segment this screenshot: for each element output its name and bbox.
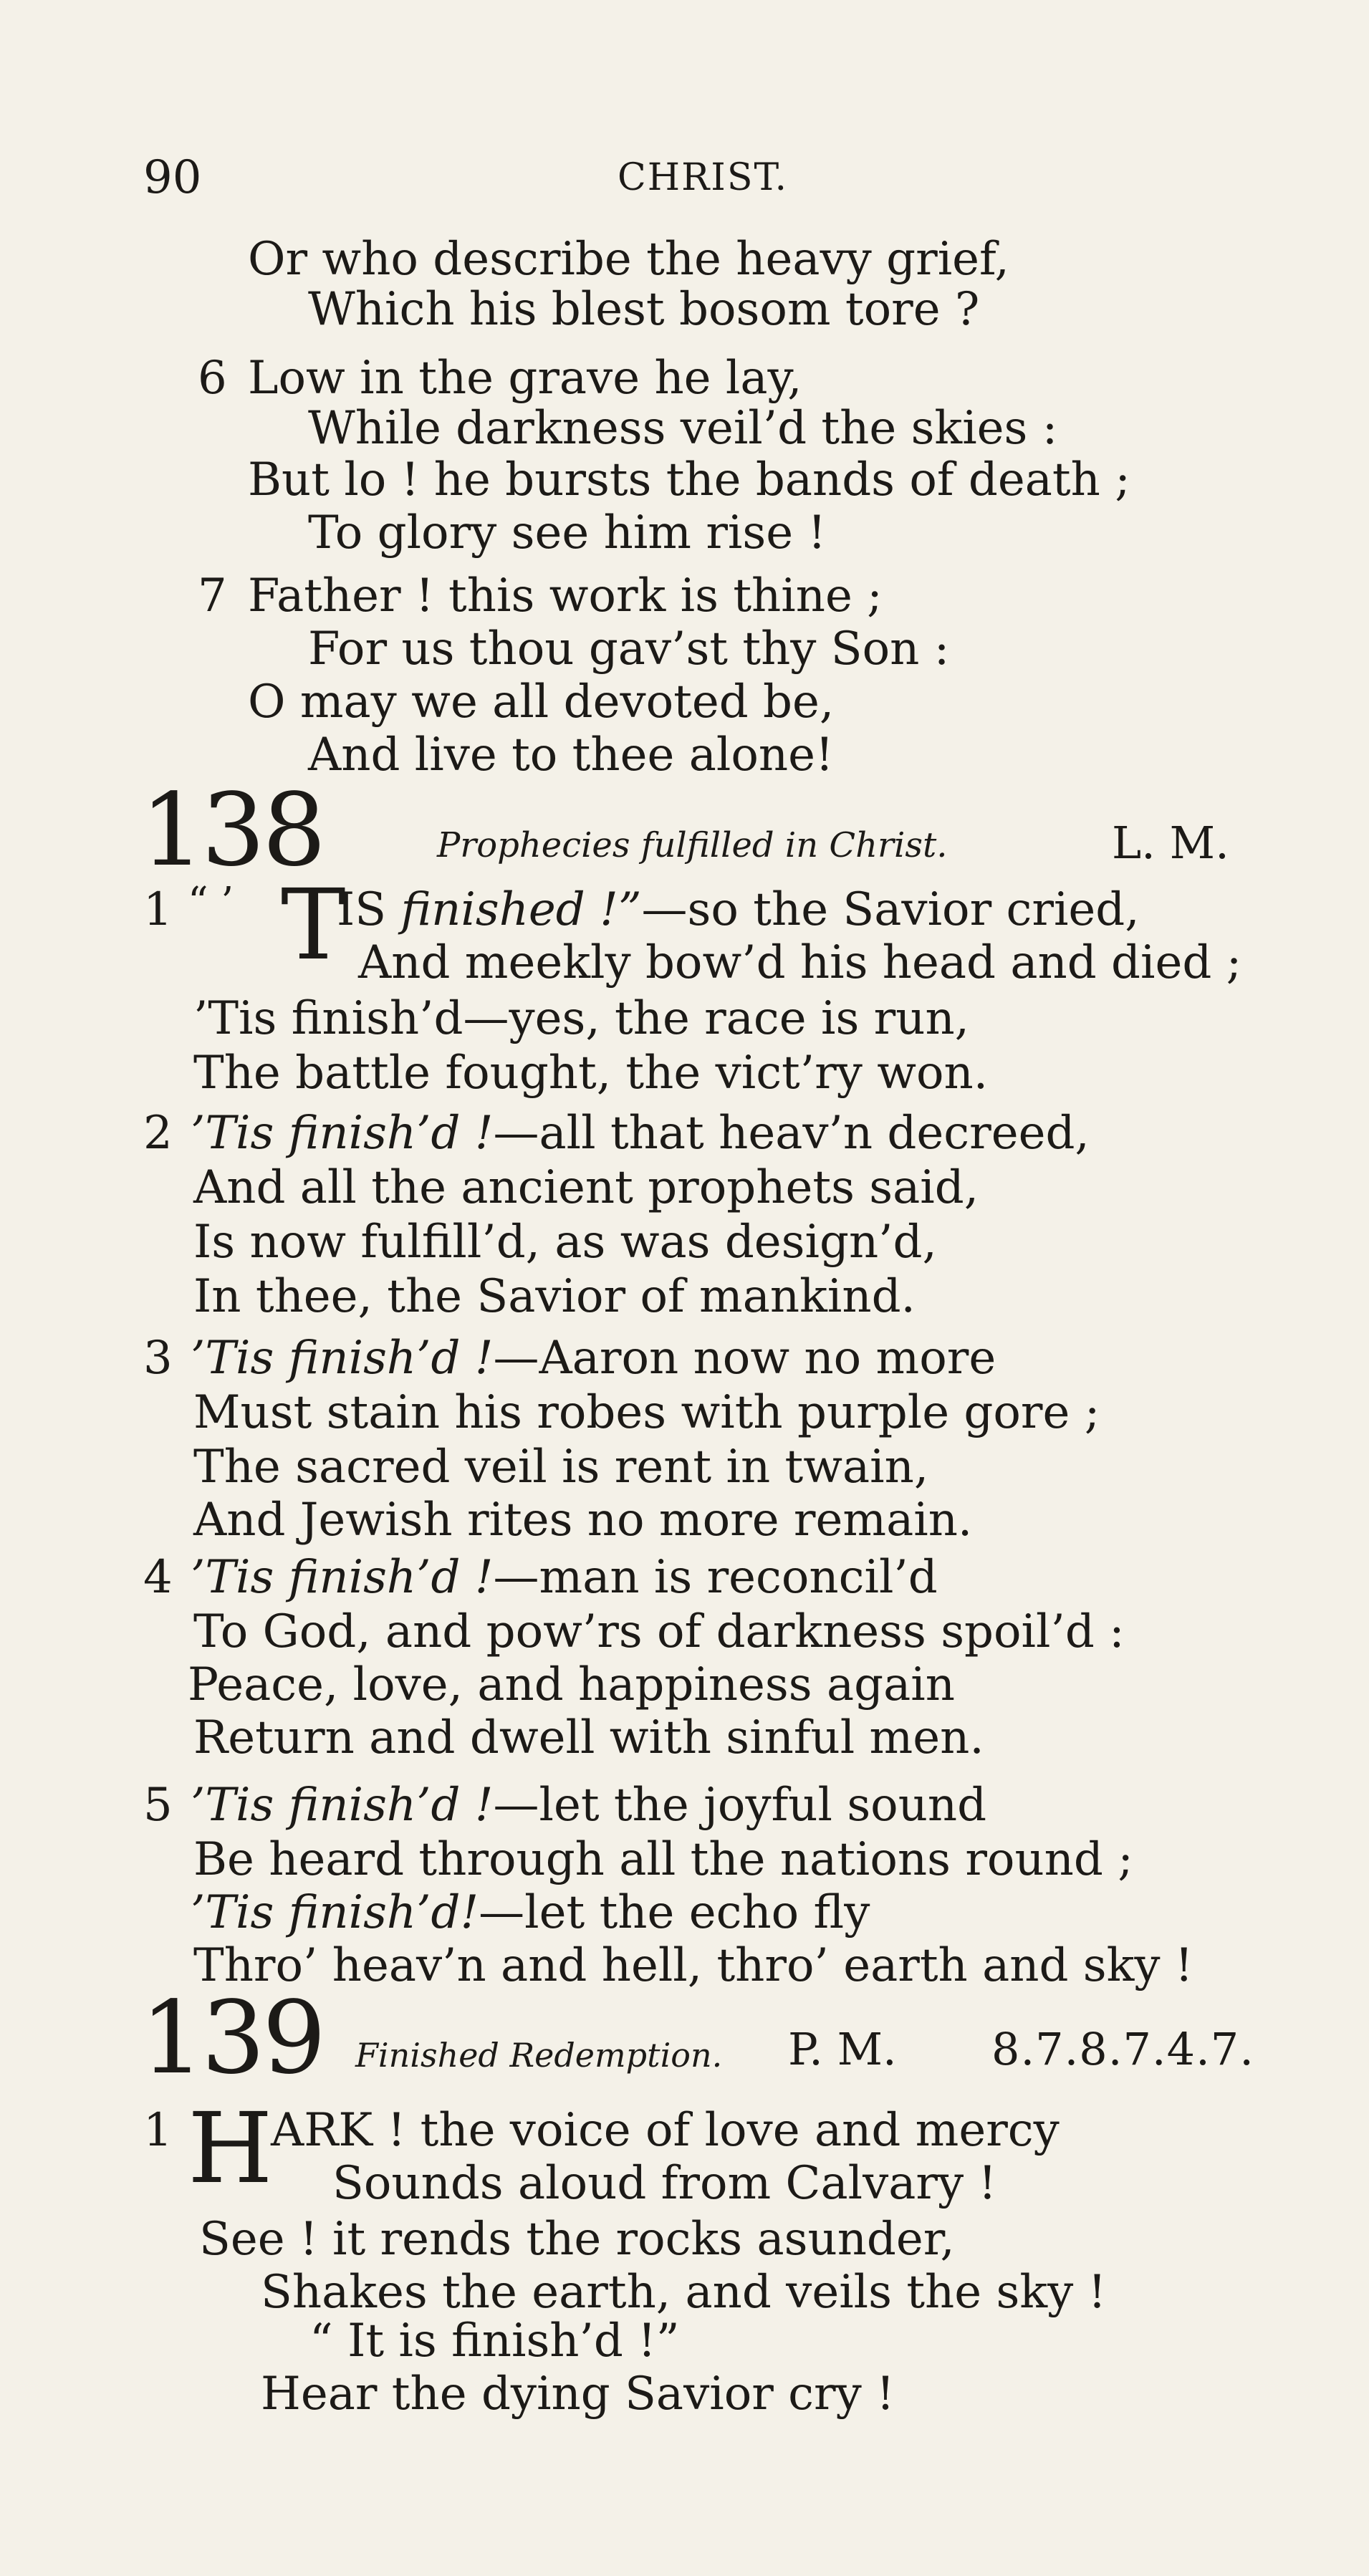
verse-line: The sacred veil is rent in twain,	[193, 1441, 929, 1494]
open-quote: “ ’	[188, 879, 234, 926]
verse-line	[191, 1886, 870, 1939]
verse-line: Thro’ heav’n and hell, thro’ earth and sky !	[193, 1939, 1193, 1992]
verse-text: —man is reconcil’d	[493, 1551, 938, 1604]
verse-line: ARK ! the voice of love and mercy	[271, 2104, 1060, 2157]
verse-line: Is now fulfill’d, as was design’d,	[193, 1216, 937, 1269]
verse-line	[191, 1779, 987, 1832]
stanza-number: 5	[143, 1779, 173, 1832]
verse-text: —all that heav’n decreed,	[493, 1107, 1090, 1160]
running-title: CHRIST.	[618, 156, 789, 199]
verse-line: The battle fought, the vict’ry won.	[193, 1047, 989, 1100]
verse-line: Return and dwell with sinful men.	[193, 1711, 984, 1764]
verse-line: Which his blest bosom tore ?	[308, 283, 980, 336]
verse-text: —let the echo fly	[479, 1886, 870, 1939]
hymn-meter: L. M.	[1112, 817, 1229, 869]
verse-line: Hear the dying Savior cry !	[261, 2368, 895, 2421]
hymn-number: 139	[140, 1980, 324, 2097]
verse-line: Low in the grave he lay,	[248, 352, 802, 405]
verse-line: Must stain his robes with purple gore ;	[193, 1386, 1100, 1439]
italic-text: ’Tis finish’d!	[191, 1886, 479, 1939]
verse-line	[191, 1107, 1090, 1160]
verse-line: While darkness veil’d the skies :	[308, 402, 1058, 455]
italic-text: ’Tis finish’d !	[191, 1779, 494, 1832]
italic-text: ’Tis finish’d !	[191, 1551, 494, 1604]
stanza-number: 2	[143, 1107, 173, 1160]
verse-line: Be heard through all the nations round ;	[193, 1833, 1133, 1886]
italic-text: ’Tis finish’d !	[191, 1107, 494, 1160]
verse-line: And live to thee alone!	[308, 729, 834, 782]
stanza-number: 1	[143, 2104, 173, 2157]
verse-line	[191, 1332, 996, 1385]
verse-line: But lo ! he bursts the bands of death ;	[248, 453, 1130, 506]
verse-line	[191, 1551, 938, 1604]
verse-line: ’Tis finish’d—yes, the race is run,	[193, 992, 969, 1045]
verse-line: And meekly bow’d his head and died ;	[358, 936, 1242, 989]
stanza-number: 7	[198, 569, 227, 623]
verse-line: For us thou gav’st thy Son :	[308, 623, 950, 676]
stanza-number: 3	[143, 1332, 173, 1385]
stanza-number: 1	[143, 883, 173, 936]
hymn-meter: P. M.	[788, 2023, 897, 2075]
verse-line: Father ! this work is thine ;	[248, 569, 883, 623]
verse-line: O may we all devoted be,	[248, 676, 835, 729]
verse-text: —let the joyful sound	[493, 1779, 987, 1832]
verse-text: —Aaron now no more	[493, 1332, 996, 1385]
verse-line: Shakes the earth, and veils the sky !	[261, 2266, 1107, 2319]
verse-line: And all the ancient prophets said,	[193, 1161, 979, 1214]
verse-line: And Jewish rites no more remain.	[193, 1494, 973, 1547]
verse-line: Or who describe the heavy grief,	[248, 233, 1009, 286]
meter-numbers: 8.7.8.7.4.7.	[991, 2023, 1254, 2075]
caps-text: IS	[337, 883, 387, 936]
verse-text: —so the Savior cried,	[641, 883, 1140, 936]
verse-line: Sounds aloud from Calvary !	[332, 2157, 997, 2210]
verse-line: To glory see him rise !	[308, 506, 827, 559]
italic-text: ’Tis finish’d !	[191, 1332, 494, 1385]
hymn-title: Prophecies fulfilled in Christ.	[437, 825, 948, 865]
drop-cap: T	[281, 869, 346, 982]
italic-text: finished !”	[400, 883, 642, 936]
verse-line: Peace, love, and happiness again	[188, 1658, 955, 1711]
verse-line: See ! it rends the rocks asunder,	[199, 2213, 955, 2266]
stanza-number: 6	[198, 352, 227, 405]
verse-line: To God, and pow’rs of darkness spoil’d :	[193, 1605, 1125, 1658]
hymn-number: 138	[140, 772, 324, 889]
hymn-title: Finished Redemption.	[355, 2036, 723, 2075]
verse-line: In thee, the Savior of mankind.	[193, 1270, 916, 1323]
verse-line	[337, 883, 1140, 936]
verse-line: “ It is finish’d !”	[309, 2315, 680, 2368]
page-number: 90	[143, 151, 202, 204]
drop-cap: H	[188, 2092, 273, 2206]
stanza-number: 4	[143, 1551, 173, 1604]
